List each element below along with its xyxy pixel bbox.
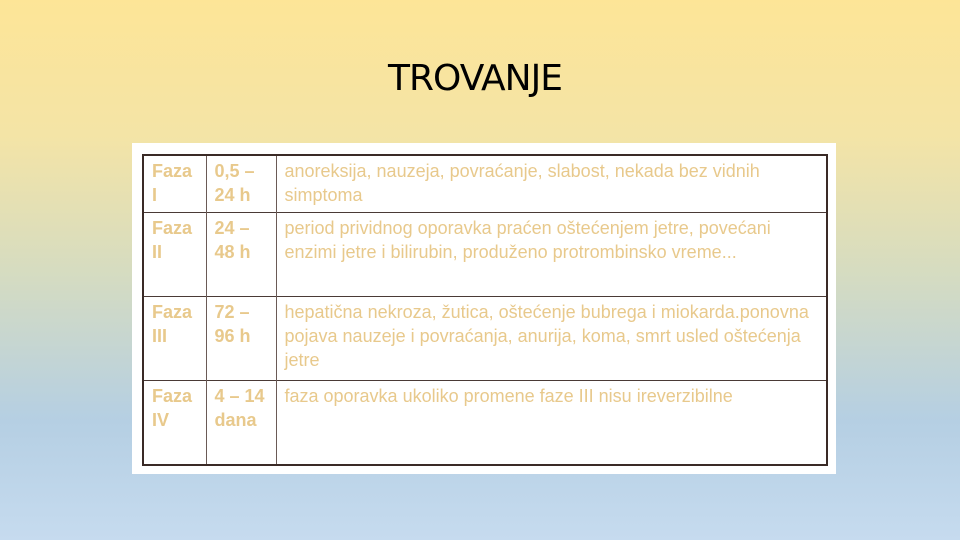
description-cell: period prividnog oporavka praćen oštećenjem jetre, povećani enzimi jetre i bilirubin, produženo protrombinsko vreme... <box>276 212 827 296</box>
description-cell: hepatična nekroza, žutica, oštećenje bubrega i miokarda.ponovna pojava nauzeje i povraćanja, anurija, koma, smrt usled oštećenja jetre <box>276 296 827 380</box>
duration-cell: 24 – 48 h <box>206 212 276 296</box>
phase-cell: Faza I <box>152 161 193 205</box>
table-row <box>143 212 827 296</box>
description-cell: faza oporavka ukoliko promene faze III nisu ireverzibilne <box>276 380 827 465</box>
description-cell: anoreksija, nauzeja, povraćanje, slabost, nekada bez vidnih simptoma <box>276 155 827 212</box>
duration-cell: 4 – 14 dana <box>206 380 276 465</box>
slide-title: TROVANJE <box>388 58 562 99</box>
phase-cell: Faza II <box>143 212 206 296</box>
phase-cell: Faza IV <box>143 380 206 465</box>
duration-cell: 0,5 – 24 h <box>206 155 276 212</box>
duration-cell: 72 – 96 h <box>206 296 276 380</box>
table-row <box>143 296 827 380</box>
table-row <box>143 155 827 212</box>
phase-table <box>142 154 828 466</box>
phase-cell: Faza III <box>143 296 206 380</box>
table-panel <box>132 143 836 474</box>
table-row <box>143 380 827 465</box>
